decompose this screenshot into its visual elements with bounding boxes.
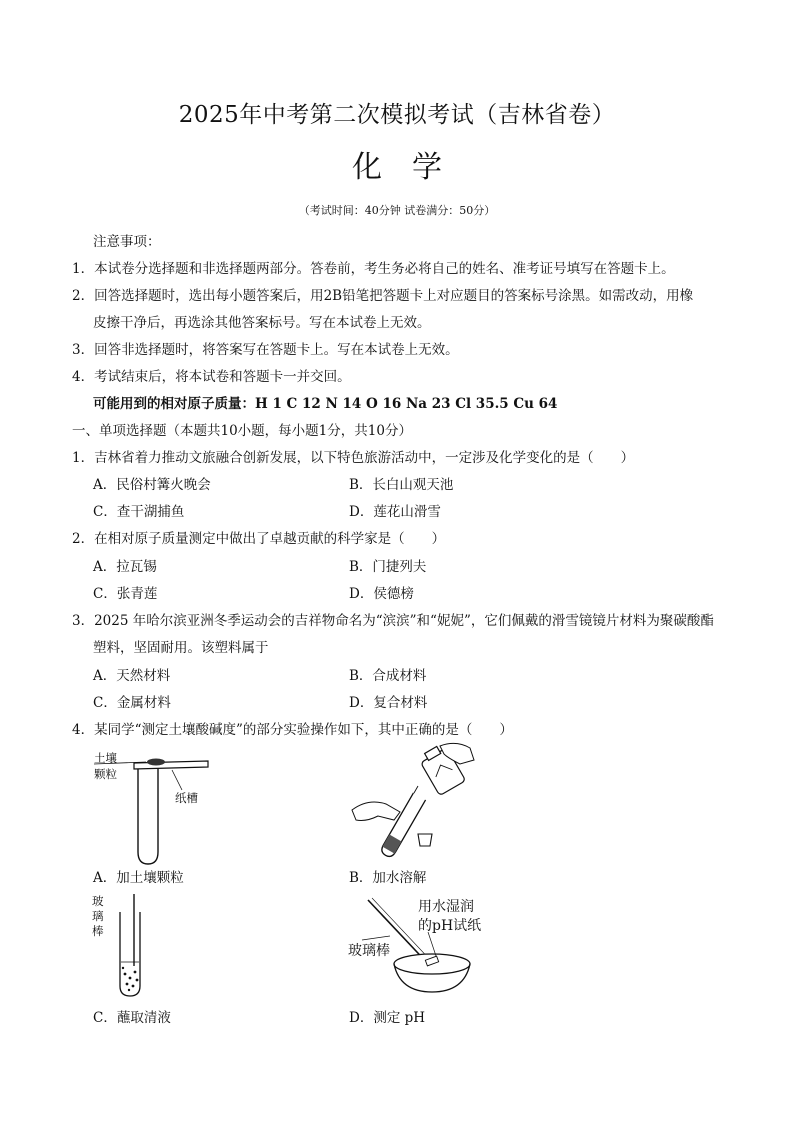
figure-d-label-paper: 的pH试纸 bbox=[418, 918, 482, 934]
q2-option-c: C．张青莲 bbox=[93, 586, 158, 602]
question-3-stem-continued: 塑料，坚固耐用。该塑料属于 bbox=[93, 640, 269, 656]
note-item: 2．回答选择题时，选出每小题答案后，用2B铅笔把答题卡上对应题目的答案标号涂黑。如需改动，用橡 bbox=[72, 288, 694, 304]
q1-option-b: B．长白山观天池 bbox=[349, 477, 454, 493]
question-1-stem: 1．吉林省着力推动文旅融合创新发展，以下特色旅游活动中，一定涉及化学变化的是（ ） bbox=[72, 450, 635, 466]
q1-option-a: A．民俗村篝火晚会 bbox=[93, 477, 211, 493]
q3-option-c: C．金属材料 bbox=[93, 695, 171, 711]
q1-option-d: D．莲花山滑雪 bbox=[349, 504, 441, 520]
page-title: 2025年中考第二次模拟考试（吉林省卷） bbox=[178, 102, 616, 128]
figure-a-label-trough: 纸槽 bbox=[175, 791, 198, 805]
q2-option-a: A．拉瓦锡 bbox=[93, 559, 157, 575]
figure-c-label-2: 璃 bbox=[92, 909, 104, 923]
figure-d-label-wet: 用水湿润 bbox=[418, 899, 474, 915]
section-heading: 一、单项选择题（本题共10小题，每小题1分，共10分） bbox=[72, 423, 412, 439]
figure-c-label-3: 棒 bbox=[92, 924, 104, 938]
q3-option-a: A．天然材料 bbox=[93, 668, 171, 684]
exam-meta: （考试时间：40分钟 试卷满分：50分） bbox=[298, 204, 496, 217]
note-item-continued: 皮擦干净后，再选涂其他答案标号。写在本试卷上无效。 bbox=[93, 315, 431, 331]
notes-heading: 注意事项： bbox=[93, 234, 161, 250]
figure-c-dip-liquid bbox=[108, 892, 158, 1002]
figure-b-add-water bbox=[348, 740, 478, 865]
q4-option-c: C．蘸取清液 bbox=[93, 1010, 171, 1026]
q2-option-d: D．侯德榜 bbox=[349, 586, 414, 602]
subject-title: 化学 bbox=[352, 150, 472, 185]
question-3-stem: 3．2025 年哈尔滨亚洲冬季运动会的吉祥物命名为“滨滨”和“妮妮”，它们佩戴的滑雪镜镜片材料为聚碳酸酯 bbox=[72, 613, 714, 629]
figure-c-label-1: 玻 bbox=[92, 894, 104, 908]
q4-option-a: A．加土壤颗粒 bbox=[93, 870, 184, 886]
figure-a-label-particles: 颗粒 bbox=[94, 767, 117, 781]
q3-option-d: D．复合材料 bbox=[349, 695, 428, 711]
note-item: 3．回答非选择题时，将答案写在答题卡上。写在本试卷上无效。 bbox=[72, 342, 459, 358]
figure-a-label-soil: 土壤 bbox=[94, 751, 117, 765]
q1-option-c: C．查干湖捕鱼 bbox=[93, 504, 185, 520]
question-2-stem: 2．在相对原子质量测定中做出了卓越贡献的科学家是（ ） bbox=[72, 531, 446, 547]
q3-option-b: B．合成材料 bbox=[349, 668, 427, 684]
atomic-masses: 可能用到的相对原子质量：H 1 C 12 N 14 O 16 Na 23 Cl 35.5 Cu 64 bbox=[93, 396, 558, 412]
question-4-stem: 4．某同学“测定土壤酸碱度”的部分实验操作如下，其中正确的是（ ） bbox=[72, 722, 513, 738]
q4-option-b: B．加水溶解 bbox=[349, 870, 427, 886]
note-item: 4．考试结束后，将本试卷和答题卡一并交回。 bbox=[72, 369, 351, 385]
note-item: 1．本试卷分选择题和非选择题两部分。答卷前，考生务必将自己的姓名、准考证号填写在答题卡上。 bbox=[72, 261, 675, 277]
q2-option-b: B．门捷列夫 bbox=[349, 559, 427, 575]
figure-d-label-rod: 玻璃棒 bbox=[348, 943, 390, 959]
q4-option-d: D．测定 pH bbox=[349, 1010, 426, 1026]
